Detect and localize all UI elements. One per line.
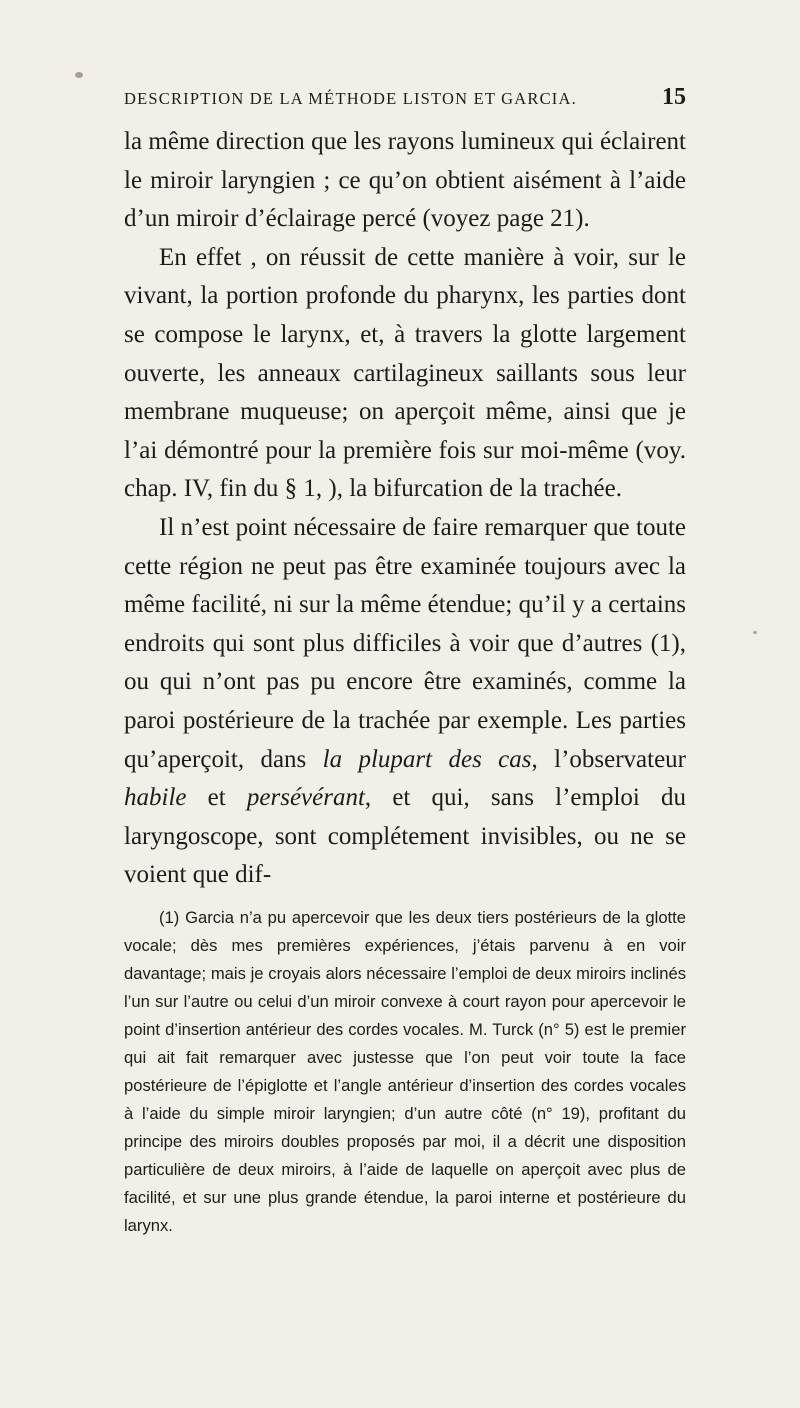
paragraph-3-italic-1: la plupart des cas [322, 745, 532, 773]
page-number: 15 [662, 84, 686, 110]
page-header [124, 84, 686, 114]
paragraph-3-italic-3: persévérant [246, 784, 365, 812]
paragraph-3-italic-2: habile [124, 784, 187, 812]
paragraph-2: En effet , on réussit de cette manière à voir, sur le vivant, la portion profonde du pharynx, les parties dont se compose le larynx, et, à travers la glotte largement ouverte, les anneaux cartilagineux saillants sous leur membrane muqueuse; on aperçoit même, ainsi que je l’ai démontré pour la première fois sur moi-même (voy. chap. IV, fin du § 1, ), la bifurcation de la trachée. [124, 243, 686, 503]
running-title: DESCRIPTION DE LA MÉTHODE LISTON ET GARCIA. [124, 89, 577, 108]
paragraph-3-text-2: , l’observateur [531, 745, 687, 773]
paragraph-3-text-1: Il n’est point nécessaire de faire remarquer que toute cette région ne peut pas être examinée toujours avec la même facilité, ni sur la même étendue; qu’il y a certains endroits qui sont plus difficiles à voir que d’autres (1), ou qui n’ont pas pu encore être examinés, comme la paroi postérieure de la trachée par exemple. Les parties qu’aperçoit, dans [124, 513, 686, 773]
paper-speck-small [753, 631, 757, 634]
paragraph-3-text-3: et [186, 784, 247, 812]
footnote-text: (1) Garcia n’a pu apercevoir que les deux tiers postérieurs de la glotte vocale; dès mes premières expériences, j’étais parvenu à en voir davantage; mais je croyais alors nécessaire l’emploi de deux miroirs inclinés l’un sur l’autre ou celui d’un miroir convexe à court rayon pour apercevoir le point d’insertion antérieur des cordes vocales. M. Turck (n° 5) est le premier qui ait fait remarquer avec justesse que l’on peut voir toute la face postérieure de l’épiglotte et l’angle antérieur d’insertion des cordes vocales à l’aide du simple miroir laryngien; d’un autre côté (n° 19), profitant du principe des miroirs doubles proposés par moi, il a décrit une disposition particulière de deux miroirs, à l’aide de laquelle on aperçoit avec plus de facilité, et sur une plus grande étendue, la paroi interne et postérieure du larynx. [124, 908, 686, 1235]
paragraph-3 [124, 509, 686, 895]
paragraph-3-text-4: , et qui, sans l’emploi du laryngoscope, sont complétement invisibles, ou ne se voient que dif- [124, 784, 687, 889]
paragraph-1: la même direction que les rayons lumineux qui éclairent le miroir laryngien ; ce qu’on obtient aisément à l’aide d’un miroir d’éclairage percé (voyez page 21). [124, 128, 686, 233]
footnote [124, 904, 686, 1240]
paper-speck [75, 72, 83, 78]
main-text [124, 123, 686, 895]
